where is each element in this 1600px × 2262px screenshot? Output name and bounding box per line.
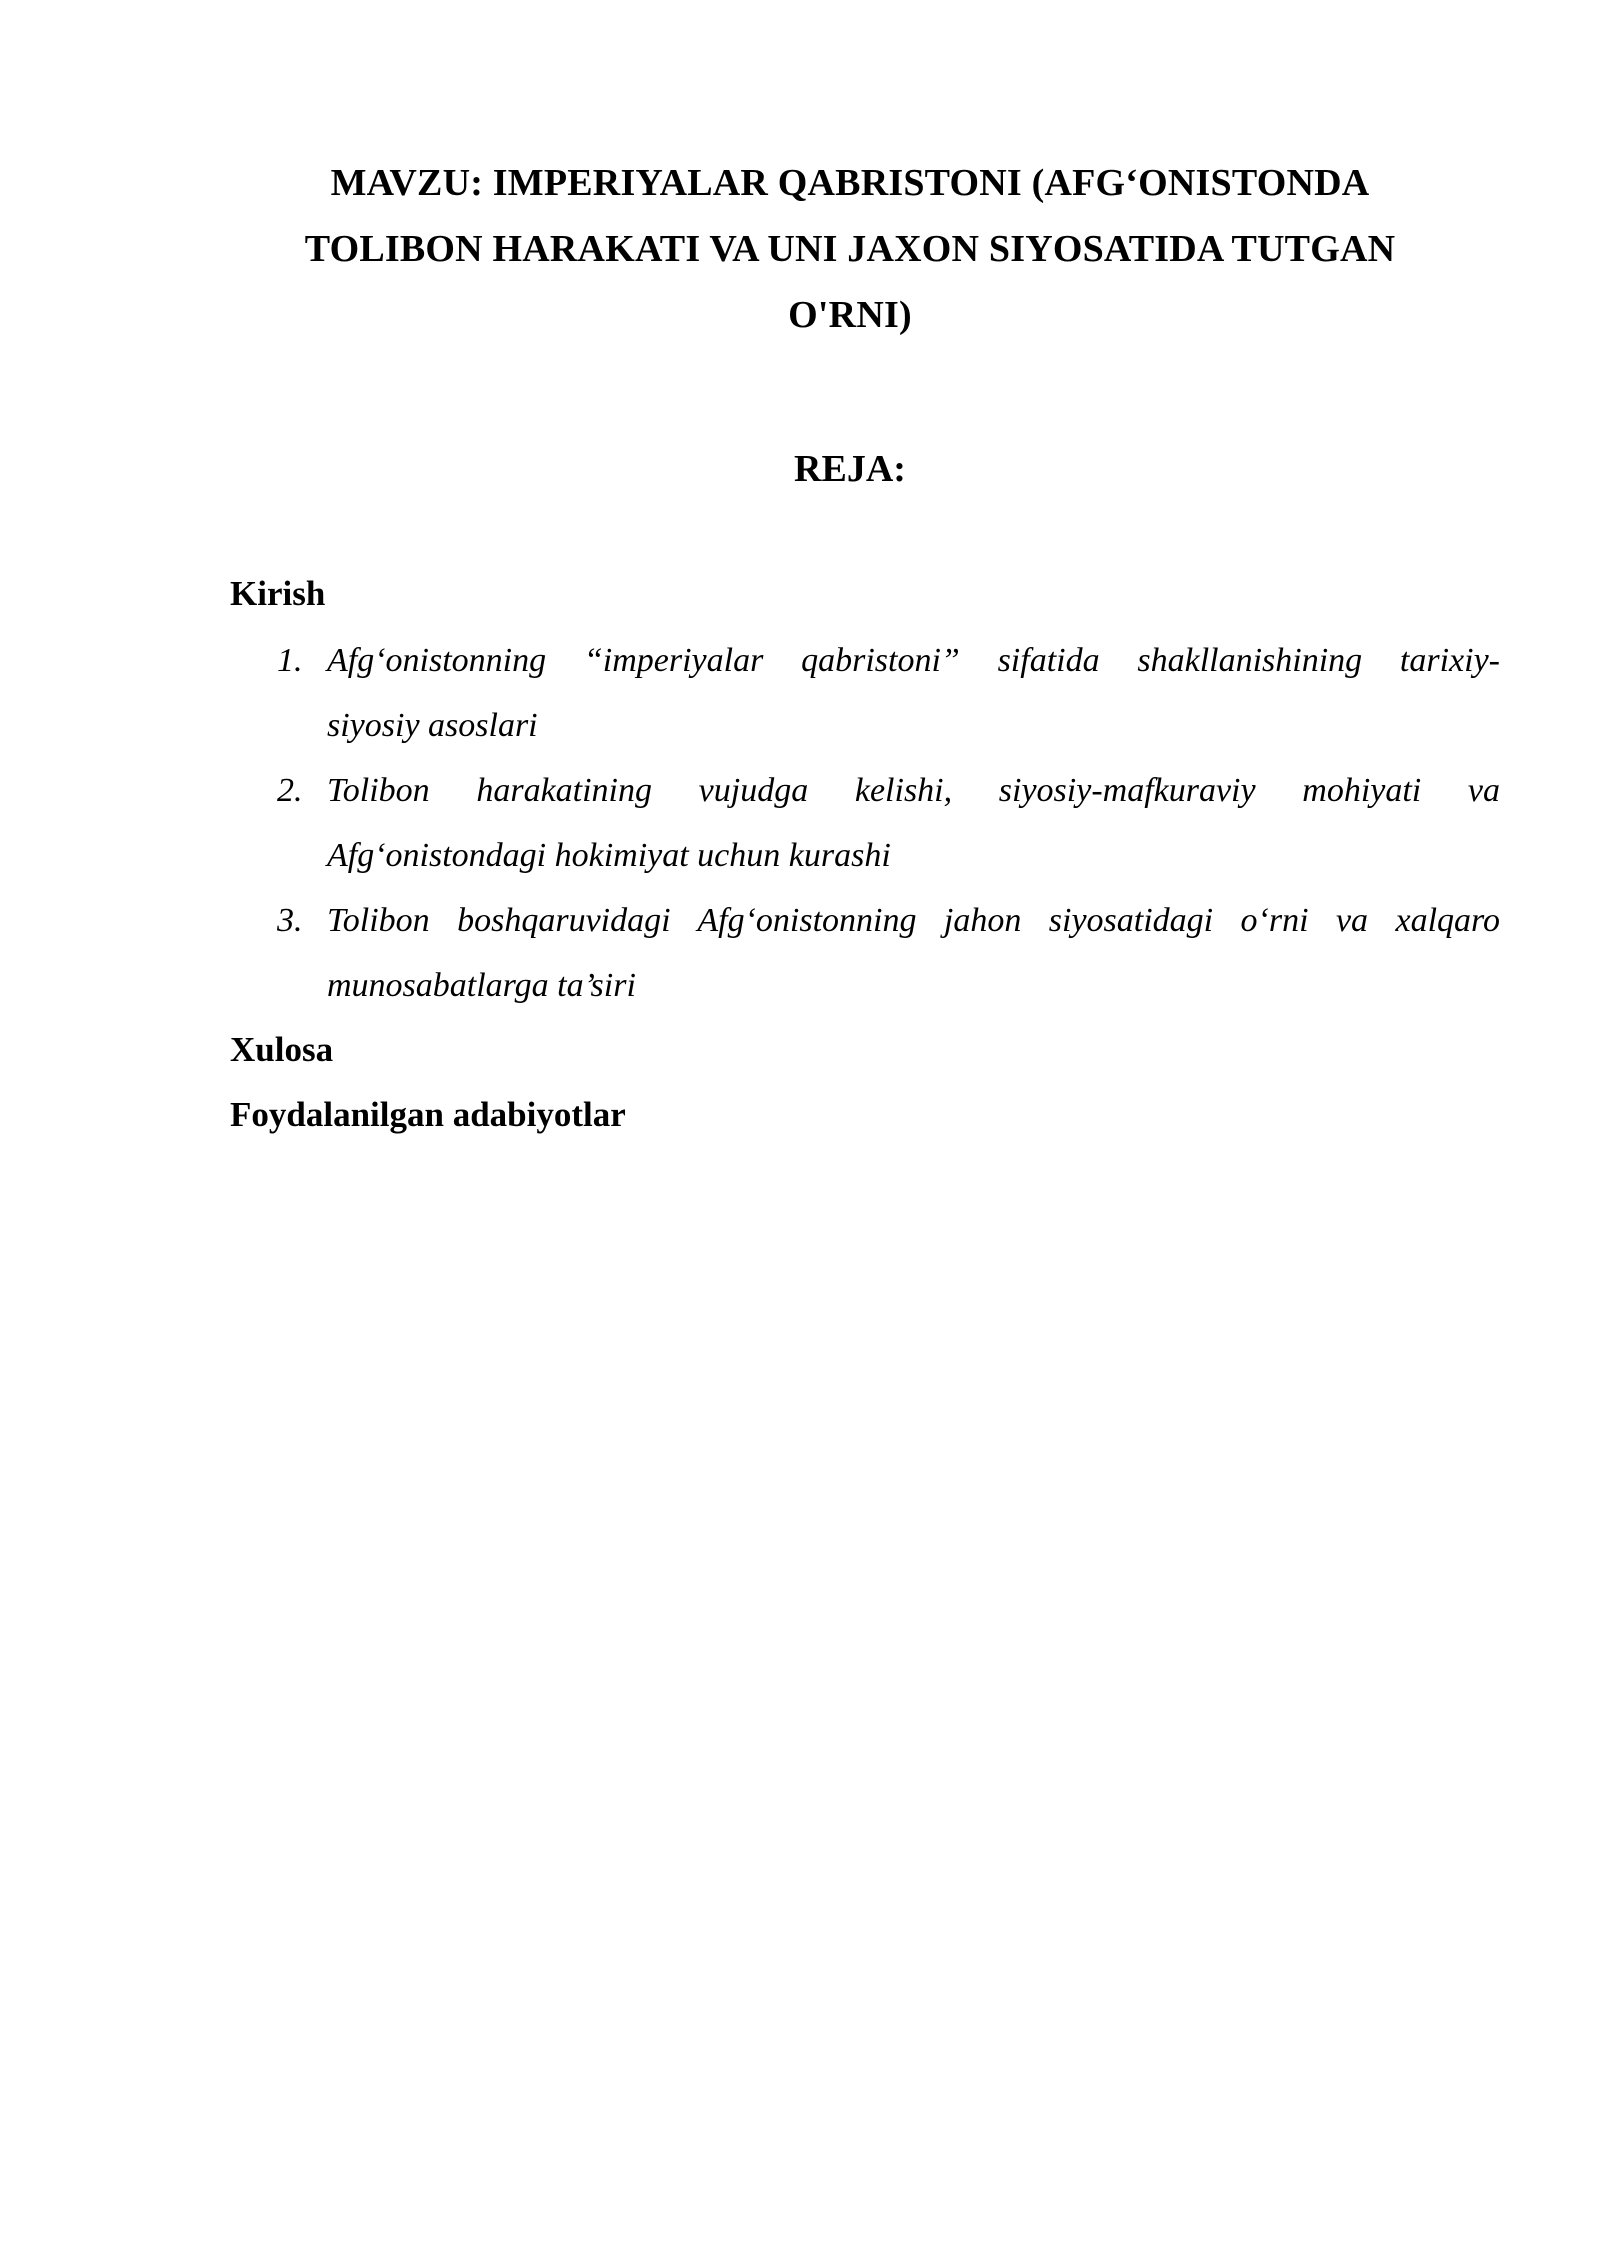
- plan-item-1: [230, 628, 1500, 758]
- conclusion-label: Xulosa: [230, 1030, 334, 1069]
- plan-item-text-line: munosabatlarga ta’siri: [327, 967, 636, 1004]
- plan-list: [230, 628, 1500, 1018]
- title-line-1: MAVZU: IMPERIYALAR QABRISTONI (AFG‘ONISTONDA: [330, 162, 1370, 204]
- plan-item-2: [230, 758, 1500, 888]
- plan-item-number: 2.: [277, 772, 303, 809]
- title-line-3: O'RNI): [788, 294, 912, 336]
- title-line-2: TOLIBON HARAKATI VA UNI JAXON SIYOSATIDA TUTGAN: [304, 228, 1396, 270]
- plan-item-number: 3.: [277, 902, 303, 939]
- plan-item-text-line: siyosiy asoslari: [327, 707, 538, 744]
- plan-item-text-line: Tolibon harakatining vujudga kelishi, siyosiy-mafkuraviy mohiyati va: [327, 772, 1500, 809]
- plan-heading: REJA:: [794, 448, 906, 490]
- plan-item-text-line: Afg‘onistonning “imperiyalar qabristoni” sifatida shakllanishining tarixiy-: [327, 642, 1500, 679]
- plan-item-text-line: Tolibon boshqaruvidagi Afg‘onistonning jahon siyosatidagi o‘rni va xalqaro: [327, 902, 1500, 939]
- intro-label: Kirish: [230, 574, 326, 613]
- references-label: Foydalanilgan adabiyotlar: [230, 1095, 626, 1134]
- plan-item-3: [230, 888, 1500, 1018]
- document-title: [200, 150, 1500, 348]
- plan-item-text-line: Afg‘onistondagi hokimiyat uchun kurashi: [327, 837, 891, 874]
- plan-item-number: 1.: [277, 642, 303, 679]
